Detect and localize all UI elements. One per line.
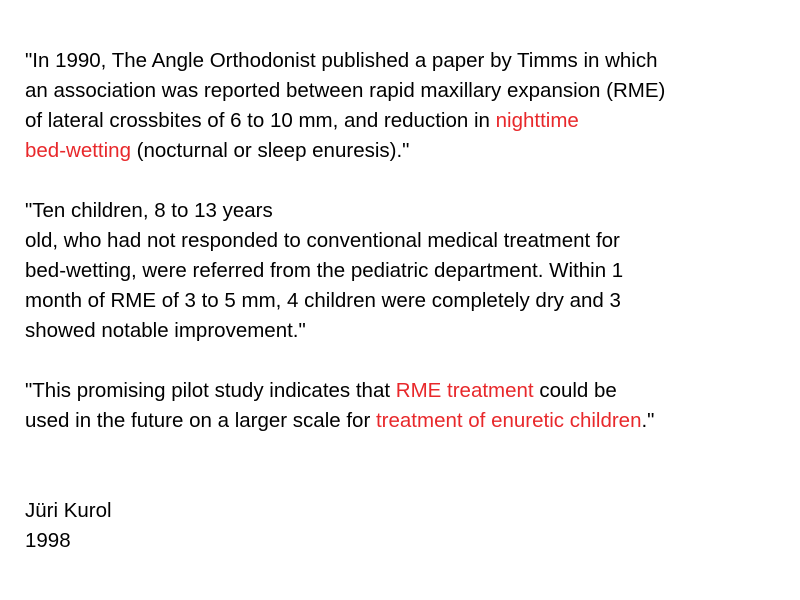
quote-paragraph-1 — [25, 46, 795, 166]
paragraph-spacer — [25, 436, 795, 496]
text-line: "In 1990, The Angle Orthodonist published a paper by Timms in which — [25, 49, 658, 72]
text-line: month of RME of 3 to 5 mm, 4 children were completely dry and 3 — [25, 289, 621, 312]
text-line: "Ten children, 8 to 13 years — [25, 199, 273, 222]
text-line: an association was reported between rapid maxillary expansion (RME) — [25, 79, 666, 102]
text-segment: used in the future on a larger scale for — [25, 409, 376, 432]
paragraph-spacer — [25, 346, 795, 376]
text-line: old, who had not responded to conventional medical treatment for — [25, 229, 620, 252]
highlighted-term: RME treatment — [395, 379, 534, 402]
quote-paragraph-3 — [25, 376, 795, 436]
text-segment: "This promising pilot study indicates that — [25, 379, 396, 402]
highlighted-term: bed-wetting — [25, 139, 131, 162]
text-segment: (nocturnal or sleep enuresis)." — [130, 139, 410, 162]
text-segment: could be — [533, 379, 617, 402]
paragraph-spacer — [25, 166, 795, 196]
publication-year: 1998 — [25, 529, 71, 552]
text-line: bed-wetting, were referred from the pediatric department. Within 1 — [25, 259, 624, 282]
text-line — [25, 406, 795, 436]
author-name: Jüri Kurol — [25, 499, 112, 522]
text-segment: ." — [641, 409, 655, 432]
text-line: showed notable improvement." — [25, 319, 306, 342]
highlighted-term: treatment of enuretic children — [375, 409, 642, 432]
quote-document — [25, 46, 795, 556]
text-line — [25, 106, 795, 136]
text-line — [25, 136, 795, 166]
highlighted-term: nighttime — [495, 109, 579, 132]
text-line — [25, 376, 795, 406]
attribution — [25, 496, 795, 556]
quote-paragraph-2 — [25, 196, 795, 346]
text-segment: of lateral crossbites of 6 to 10 mm, and reduction in — [25, 109, 496, 132]
